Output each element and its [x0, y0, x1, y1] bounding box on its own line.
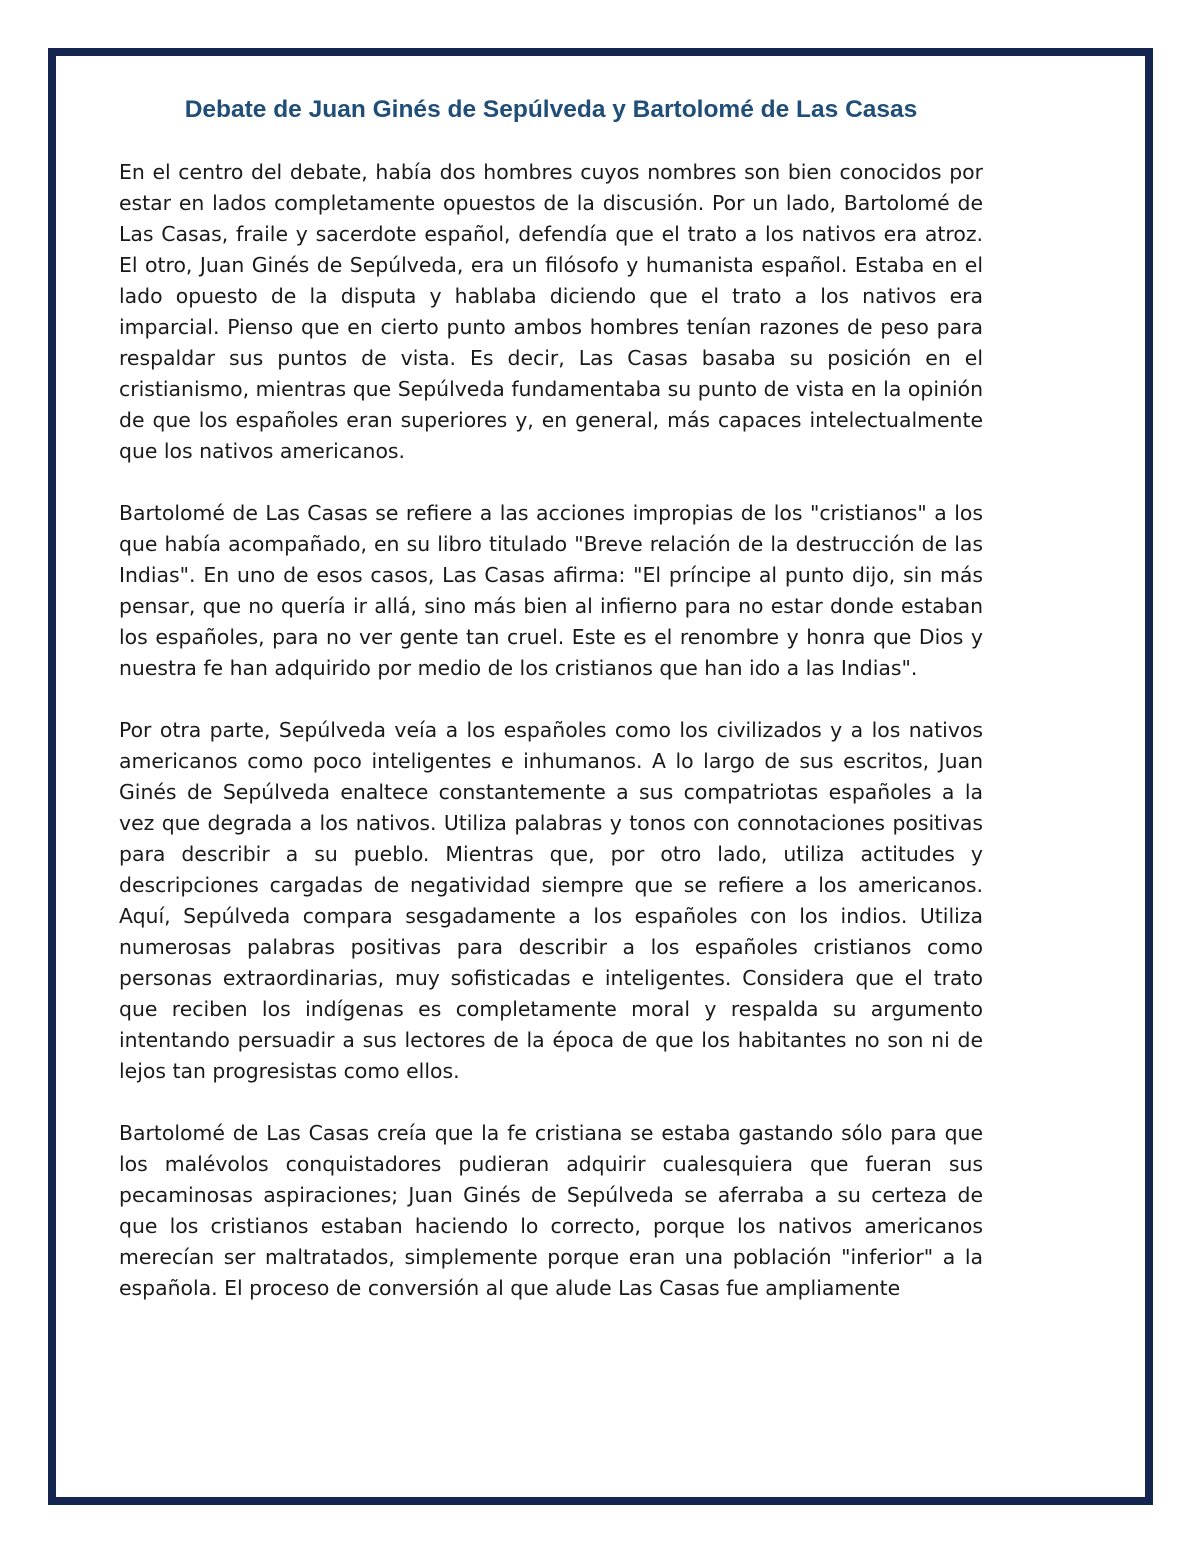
paragraph-1: En el centro del debate, había dos hombres cuyos nombres son bien conocidos por estar en lados completamente opuestos de la discusión. Por un lado, Bartolomé de Las Casas, fraile y sacerdote español, defendía que el trato a los nativos era atroz. El otro, Juan Ginés de Sepúlveda, era un filósofo y humanista español. Estaba en el lado opuesto de la disputa y hablaba diciendo que el trato a los nativos era imparcial. Pienso que en cierto punto ambos hombres tenían razones de peso para respaldar sus puntos de vista. Es decir, Las Casas basaba su posición en el cristianismo, mientras que Sepúlveda fundamentaba su punto de vista en la opinión de que los españoles eran superiores y, en general, más capaces intelectualmente que los nativos americanos. [119, 160, 983, 463]
document-content [119, 94, 983, 1304]
paragraph-3: Por otra parte, Sepúlveda veía a los españoles como los civilizados y a los nativos americanos como poco inteligentes e inhumanos. A lo largo de sus escritos, Juan Ginés de Sepúlveda enaltece constantemente a sus compatriotas españoles a la vez que degrada a los nativos. Utiliza palabras y tonos con connotaciones positivas para describir a su pueblo. Mientras que, por otro lado, utiliza actitudes y descripciones cargadas de negatividad siempre que se refiere a los americanos. Aquí, Sepúlveda compara sesgadamente a los españoles con los indios. Utiliza numerosas palabras positivas para describir a los españoles cristianos como personas extraordinarias, muy sofisticadas e inteligentes. Considera que el trato que reciben los indígenas es completamente moral y respalda su argumento intentando persuadir a sus lectores de la época de que los habitantes no son ni de lejos tan progresistas como ellos. [119, 718, 983, 1083]
paragraph-2: Bartolomé de Las Casas se refiere a las acciones impropias de los "cristianos" a los que había acompañado, en su libro titulado "Breve relación de la destrucción de las Indias". En uno de esos casos, Las Casas afirma: "El príncipe al punto dijo, sin más pensar, que no quería ir allá, sino más bien al infierno para no estar donde estaban los españoles, para no ver gente tan cruel. Este es el renombre y honra que Dios y nuestra fe han adquirido por medio de los cristianos que han ido a las Indias". [119, 501, 983, 680]
paragraph-4: Bartolomé de Las Casas creía que la fe cristiana se estaba gastando sólo para que los malévolos conquistadores pudieran adquirir cualesquiera que fueran sus pecaminosas aspiraciones; Juan Ginés de Sepúlveda se aferraba a su certeza de que los cristianos estaban haciendo lo correcto, porque los nativos americanos merecían ser maltratados, simplemente porque eran una población "inferior" a la española. El proceso de conversión al que alude Las Casas fue ampliamente [119, 1121, 983, 1300]
document-title: Debate de Juan Ginés de Sepúlveda y Bartolomé de Las Casas [184, 96, 918, 123]
